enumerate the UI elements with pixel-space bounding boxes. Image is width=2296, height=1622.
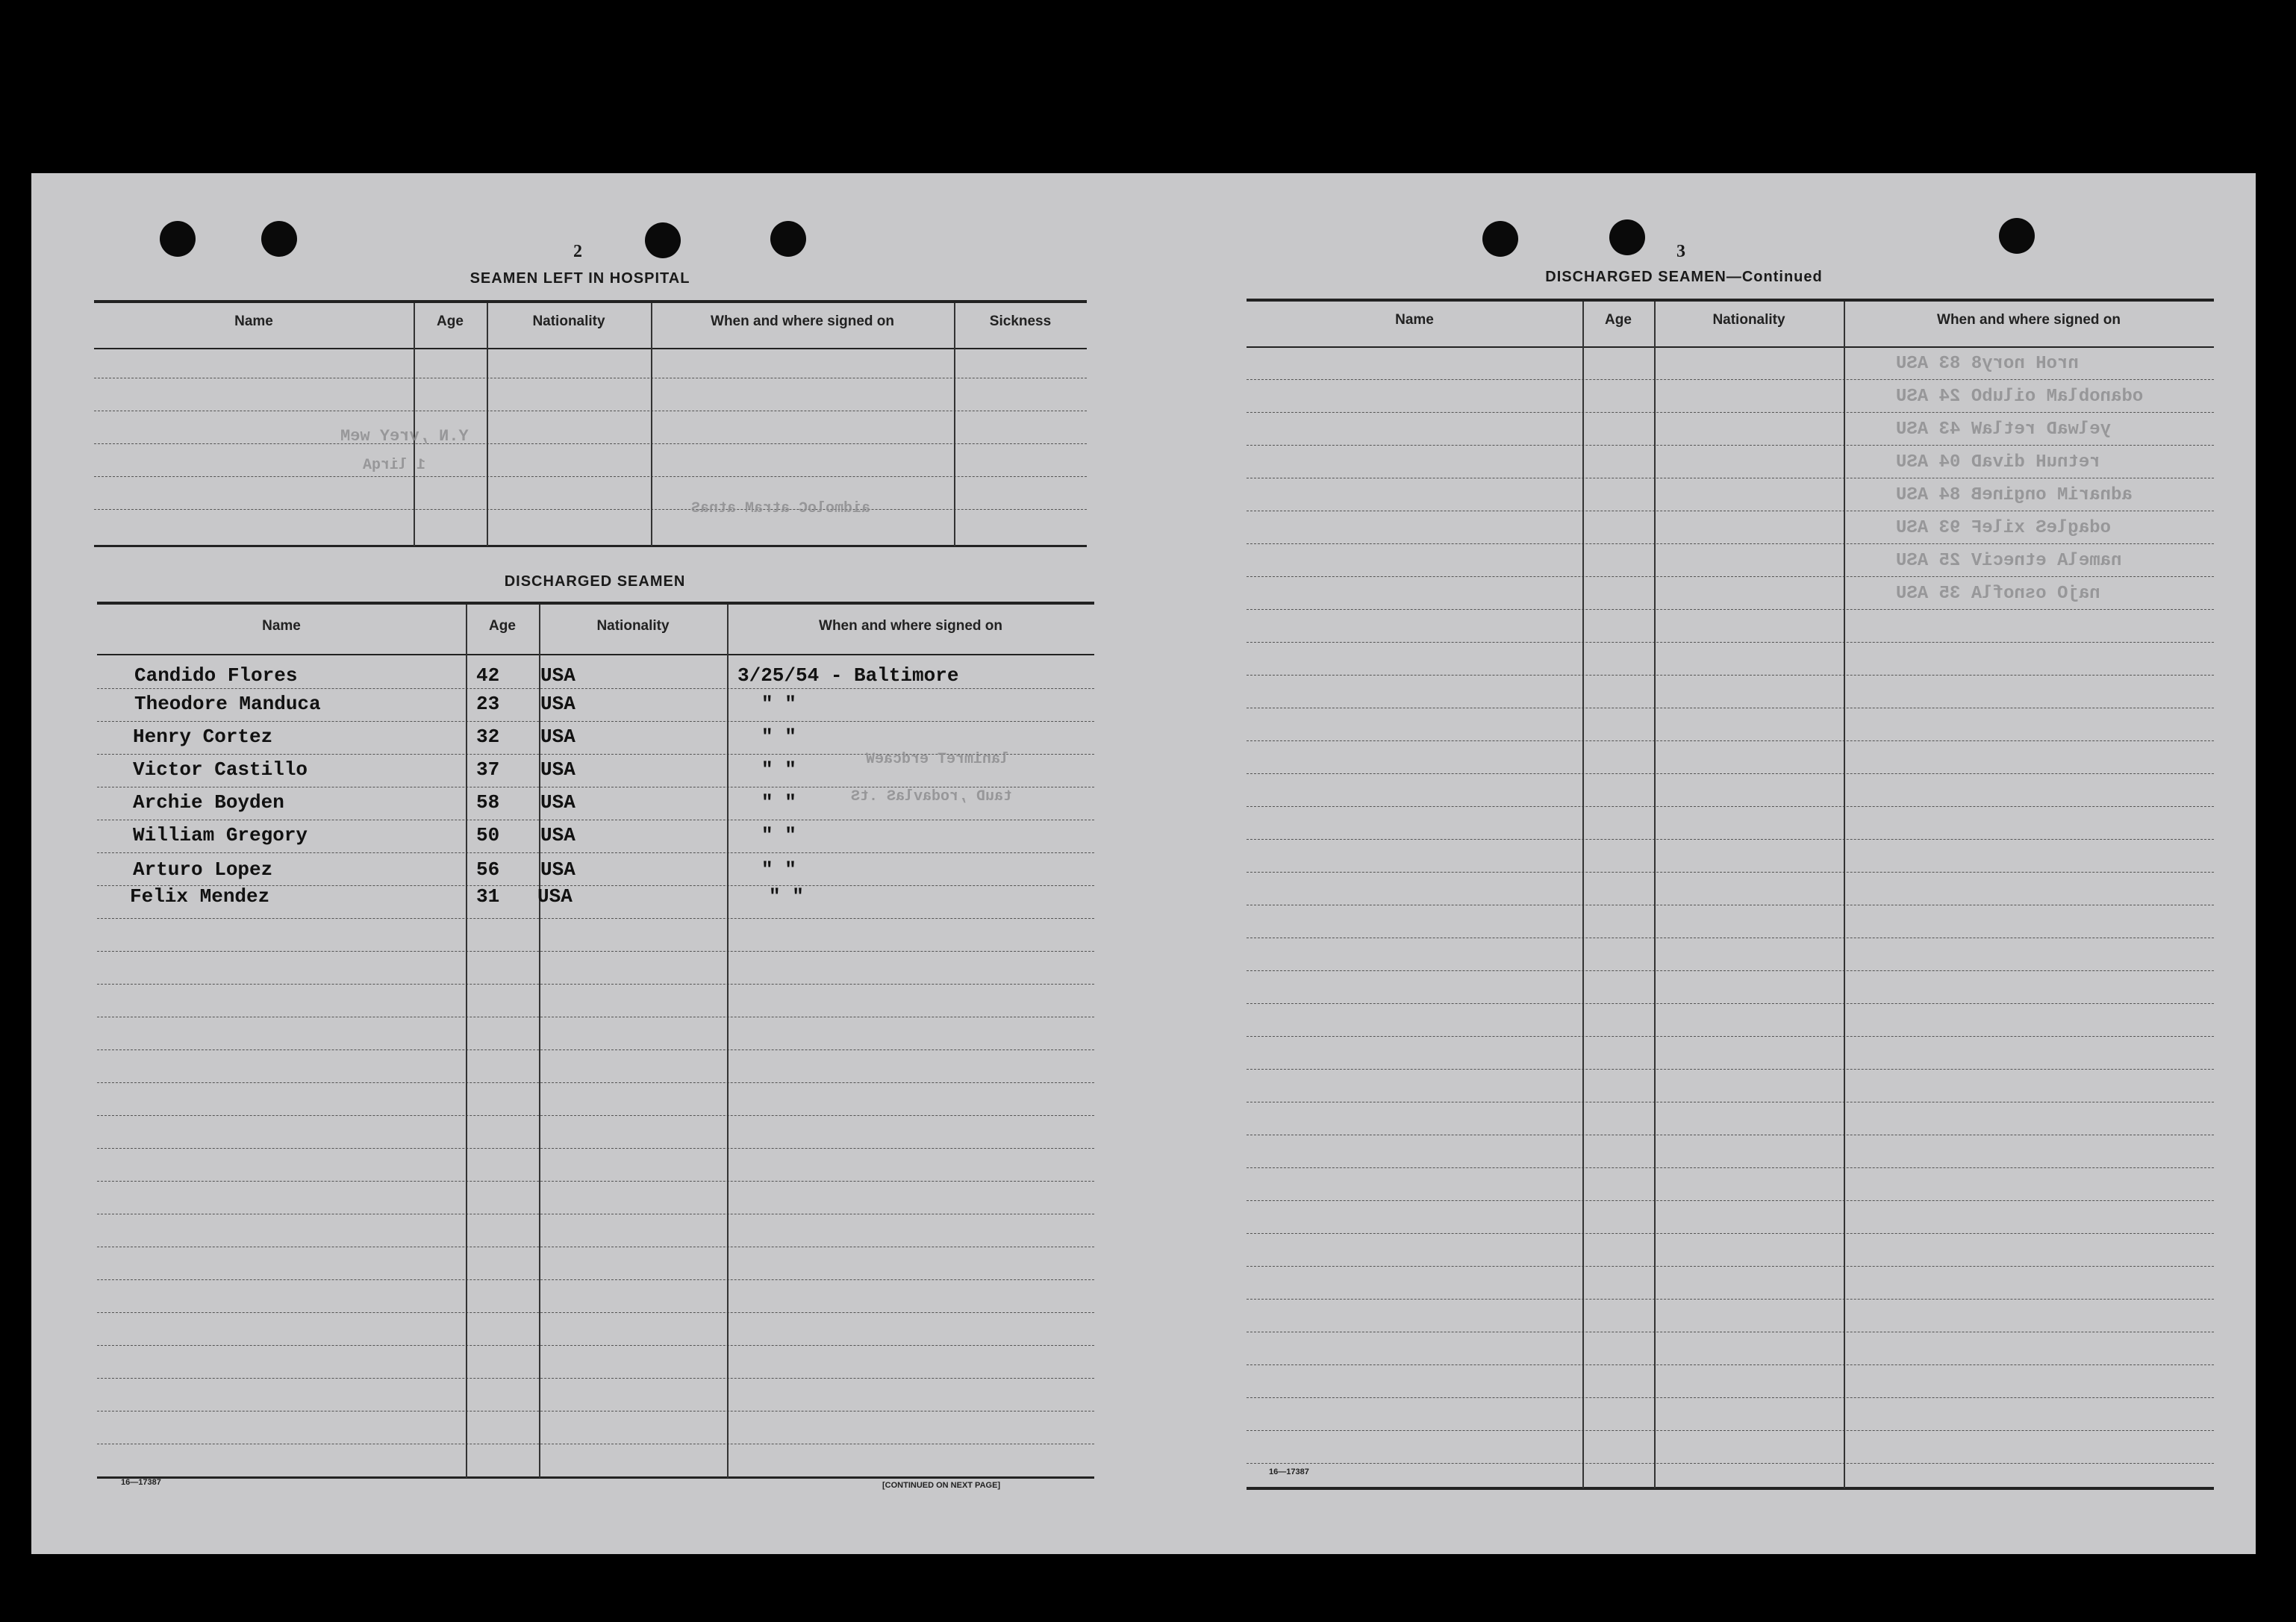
seaman-nationality: USA [540,791,575,814]
discharged-section-title: DISCHARGED SEAMEN [504,573,686,590]
seaman-signed-on: " " [761,726,796,748]
discharged-continued-title: DISCHARGED SEAMEN—Continued [1545,269,1823,285]
seaman-age: 31 [476,885,500,908]
bleed-through-text: yelwaD retlaW 43 ASU [1896,419,2112,440]
page-number: 2 [573,242,582,261]
column-header-nationality: Nationality [596,618,670,634]
seaman-age: 32 [476,726,500,748]
punch-hole [770,221,806,257]
column-header-signed-on: When and where signed on [1937,312,2121,328]
seaman-signed-on: " " [769,885,804,908]
punch-hole [645,222,681,258]
column-header-age: Age [489,618,516,634]
seaman-age: 50 [476,824,500,846]
seaman-nationality: USA [540,858,575,881]
seaman-age: 23 [476,693,500,715]
seaman-name: Felix Mendez [130,885,270,908]
hospital-table [94,300,1087,554]
punch-hole [1609,219,1645,255]
column-header-age: Age [1605,312,1632,328]
punch-hole [1999,218,2035,254]
seaman-nationality: USA [540,664,575,687]
seaman-nationality: USA [540,726,575,748]
seaman-nationality: USA [540,758,575,781]
bleed-through-text: odagleS xileF 93 ASU [1896,518,2112,538]
page-number: 3 [1676,242,1685,261]
column-header-nationality: Nationality [1712,312,1785,328]
bleed-through-text: 1 lirqA [363,457,426,474]
seaman-signed-on: " " [761,693,796,715]
form-number: 16—17387 [1269,1467,1309,1476]
column-header-age: Age [437,314,464,329]
bleed-through-text: aidmoloC atraM atnaS [691,500,871,517]
seaman-age: 42 [476,664,500,687]
column-header-name: Name [1395,312,1434,328]
seaman-signed-on: " " [761,824,796,846]
bleed-through-text: lanimreT erdcaeW [866,751,1010,768]
punch-hole [160,221,196,257]
seaman-signed-on: " " [761,791,796,814]
seaman-age: 58 [476,791,500,814]
bleed-through-text: odanoblaM oilubO 24 ASU [1896,387,2144,407]
seaman-name: Archie Boyden [133,791,284,814]
seaman-name: Henry Cortez [133,726,273,748]
punch-hole [261,221,297,257]
seaman-nationality: USA [540,693,575,715]
seaman-name: Theodore Manduca [134,693,321,715]
column-header-sickness: Sickness [989,314,1052,329]
seaman-name: Arturo Lopez [133,858,273,881]
bleed-through-text: adnariM ongineB 84 ASU [1896,485,2133,505]
bleed-through-text: nroH nory8 83 ASU [1896,354,2079,374]
column-header-nationality: Nationality [532,314,605,329]
discharged-continued-table [1247,299,2214,1500]
seaman-age: 37 [476,758,500,781]
hospital-section-title: SEAMEN LEFT IN HOSPITAL [470,270,690,287]
form-number: 16—17387 [121,1478,161,1487]
seaman-nationality: USA [537,885,573,908]
column-header-name: Name [234,314,273,329]
seaman-signed-on: 3/25/54 - Baltimore [737,664,959,687]
seaman-age: 56 [476,858,500,881]
column-header-signed-on: When and where signed on [819,618,1002,634]
bleed-through-text: retnuH divaD 04 ASU [1896,452,2100,472]
seaman-nationality: USA [540,824,575,846]
right-page [1181,173,2256,1554]
seaman-signed-on: " " [761,858,796,881]
continued-note: [CONTINUED ON NEXT PAGE] [882,1481,1001,1490]
left-page [31,173,1181,1554]
seaman-name: William Gregory [133,824,308,846]
bleed-through-text: najO osnoflA 35 ASU [1896,584,2100,604]
column-header-signed-on: When and where signed on [711,314,894,329]
seaman-signed-on: " " [761,758,796,781]
bleed-through-text: tauD ,rodavlaS .tS [851,788,1013,805]
seaman-name: Candido Flores [134,664,298,687]
bleed-through-text: Y.N ,vreY weM [340,427,469,446]
seaman-name: Victor Castillo [133,758,308,781]
document-sheet [31,173,2256,1554]
punch-hole [1482,221,1518,257]
bleed-through-text: namelA etneciV 25 ASU [1896,551,2122,571]
discharged-table [97,602,1094,1505]
column-header-name: Name [262,618,301,634]
